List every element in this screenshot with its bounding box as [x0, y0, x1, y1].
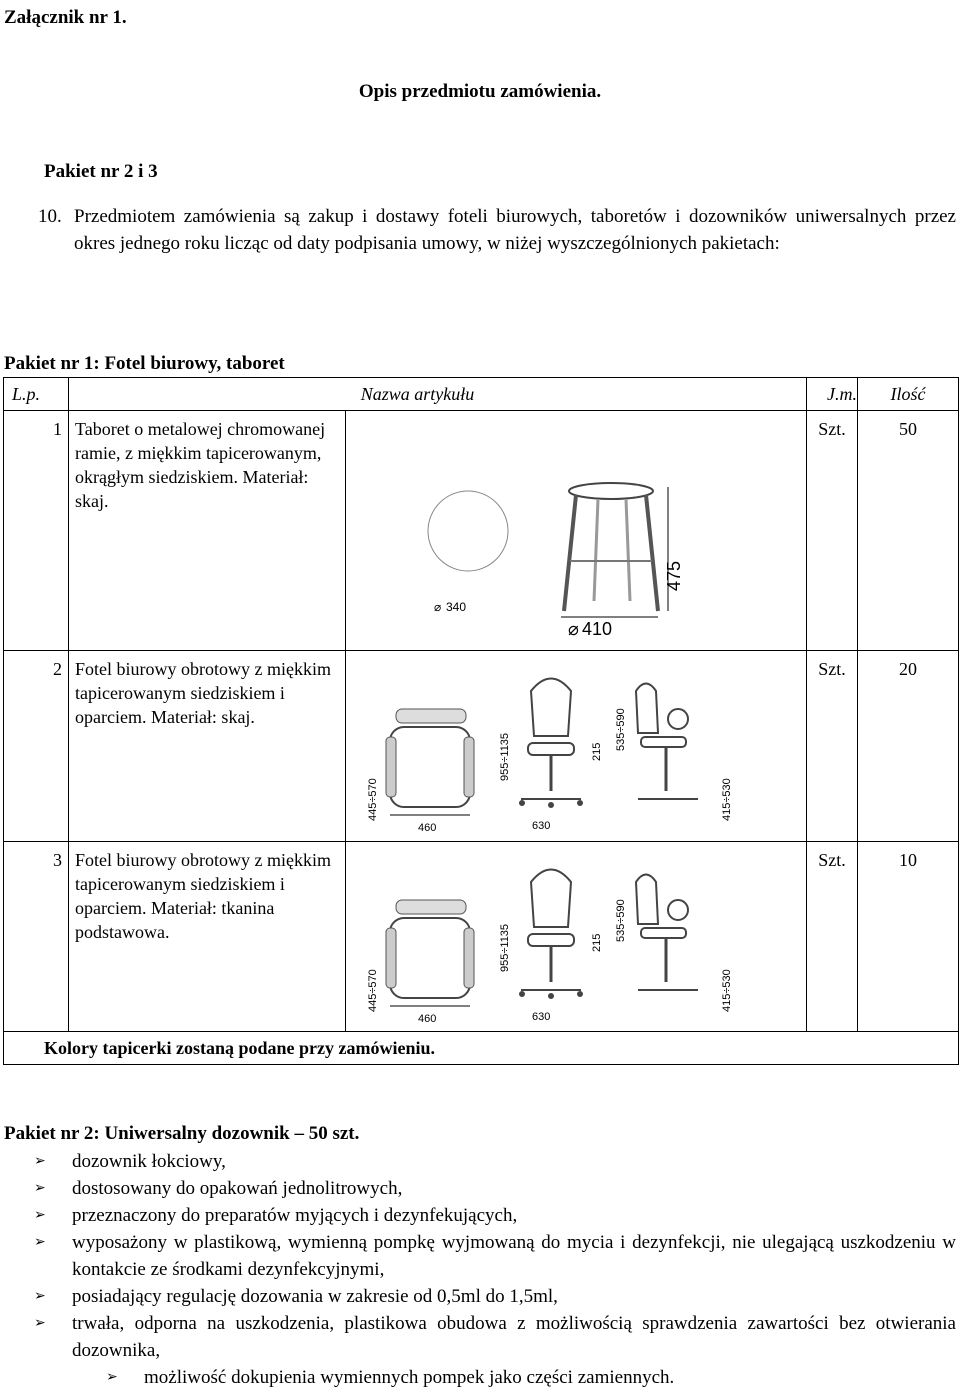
- arrow-bullet-icon: ➢: [34, 1289, 46, 1304]
- chair-drawing: [346, 842, 807, 1032]
- list-item: ➢ posiadający regulację dozowania w zakresie od 0,5ml do 1,5ml,: [34, 1283, 956, 1310]
- chair-diagram-icon: [346, 651, 806, 835]
- row-lp: 1: [53, 419, 62, 439]
- chair-diagram-icon: [346, 842, 806, 1025]
- list-item: ➢ wyposażony w plastikową, wymienną pompkę wyjmowaną do mycia i dezynfekcji, nie ulegającą uszkodzeniu w kontakcie ze środkami dezynfekcyjnymi,: [34, 1229, 956, 1283]
- dim-seat-height: 445÷570: [367, 969, 379, 1012]
- list-item: ➢ trwała, odporna na uszkodzenia, plastikowa obudowa z możliwością sprawdzenia zawartości bez otwierania dozownika,: [34, 1310, 956, 1364]
- dim-height: 475: [664, 560, 684, 591]
- package2-title: Pakiet nr 2: Uniwersalny dozownik – 50 szt.: [4, 1123, 360, 1144]
- arrow-bullet-icon: ➢: [34, 1208, 46, 1223]
- list-item: ➢ dostosowany do opakowań jednolitrowych,: [34, 1175, 956, 1202]
- dim-seat-width: 460: [418, 822, 437, 834]
- header-unit: J.m.: [807, 378, 858, 411]
- dim-base: 630: [532, 820, 551, 832]
- dim-total-height: 955÷1135: [499, 732, 511, 781]
- row-qty: 10: [899, 850, 917, 870]
- row-name: Taboret o metalowej chromowanej ramie, z miękkim tapicerowanym, okrągłym siedziskiem. Materiał: skaj.: [75, 419, 326, 511]
- header-name: Nazwa artykułu: [69, 378, 807, 411]
- dim-seat-width: 460: [418, 1013, 437, 1025]
- document-title: Opis przedmiotu zamówienia.: [358, 81, 602, 102]
- intro-paragraph: [38, 203, 956, 257]
- table-note-row: [4, 1032, 959, 1065]
- table-row: [4, 651, 959, 842]
- dim-seat-diameter: 340: [446, 600, 467, 614]
- dim-total-height: 955÷1135: [499, 923, 511, 972]
- row-unit: Szt.: [818, 659, 846, 679]
- svg-text:⌀: ⌀: [434, 600, 442, 614]
- dim-base-diameter: 410: [582, 619, 613, 639]
- dispenser-features-list: [34, 1148, 956, 1391]
- row-lp: 3: [53, 850, 62, 870]
- package-heading: Pakiet nr 2 i 3: [44, 161, 158, 182]
- row-name: Fotel biurowy obrotowy z miękkim tapicerowanym siedziskiem i oparciem. Materiał: skaj.: [75, 659, 331, 727]
- header-qty: Ilość: [858, 378, 959, 411]
- row-qty: 20: [899, 659, 917, 679]
- chair-drawing: [346, 651, 807, 842]
- table-row: [4, 411, 959, 651]
- row-name: Fotel biurowy obrotowy z miękkim tapicerowanym siedziskiem i oparciem. Materiał: tkanina podstawowa.: [75, 850, 331, 942]
- dim-back-height: 535÷590: [615, 899, 627, 942]
- row-unit: Szt.: [818, 850, 846, 870]
- row-unit: Szt.: [818, 419, 846, 439]
- upholstery-note: Kolory tapicerki zostaną podane przy zamówieniu.: [4, 1032, 959, 1065]
- row-lp: 2: [53, 659, 62, 679]
- arrow-bullet-icon: ➢: [106, 1370, 118, 1385]
- arrow-bullet-icon: ➢: [34, 1235, 46, 1250]
- attachment-label: Załącznik nr 1.: [4, 7, 127, 28]
- dim-back-height: 535÷590: [615, 708, 627, 751]
- arrow-bullet-icon: ➢: [34, 1181, 46, 1196]
- stool-diagram-icon: [346, 411, 806, 644]
- arrow-bullet-icon: ➢: [34, 1316, 46, 1331]
- list-item: ➢ możliwość dokupienia wymiennych pompek jako części zamiennych.: [34, 1364, 956, 1391]
- table-header-row: [4, 378, 959, 411]
- list-item: ➢ przeznaczony do preparatów myjących i dezynfekujących,: [34, 1202, 956, 1229]
- intro-number: 10.: [38, 206, 62, 227]
- stool-drawing: [346, 411, 807, 651]
- intro-text: Przedmiotem zamówienia są zakup i dostawy foteli biurowych, taboretów i dozowników uniwersalnych przez okres jednego roku licząc od daty podpisania umowy, w niżej wyszczególnionych pakietach:: [74, 206, 956, 254]
- items-table: [3, 377, 959, 1065]
- package1-title: Pakiet nr 1: Fotel biurowy, taboret: [4, 353, 285, 374]
- dim-seat-range: 415÷530: [721, 969, 733, 1012]
- dim-armrest: 215: [591, 933, 603, 952]
- svg-text:⌀: ⌀: [568, 619, 579, 639]
- arrow-bullet-icon: ➢: [34, 1154, 46, 1169]
- dim-seat-height: 445÷570: [367, 778, 379, 821]
- table-row: [4, 842, 959, 1032]
- header-lp: L.p.: [4, 378, 69, 411]
- dim-seat-range: 415÷530: [721, 778, 733, 821]
- list-item: ➢ dozownik łokciowy,: [34, 1148, 956, 1175]
- dim-armrest: 215: [591, 742, 603, 761]
- row-qty: 50: [899, 419, 917, 439]
- dim-base: 630: [532, 1011, 551, 1023]
